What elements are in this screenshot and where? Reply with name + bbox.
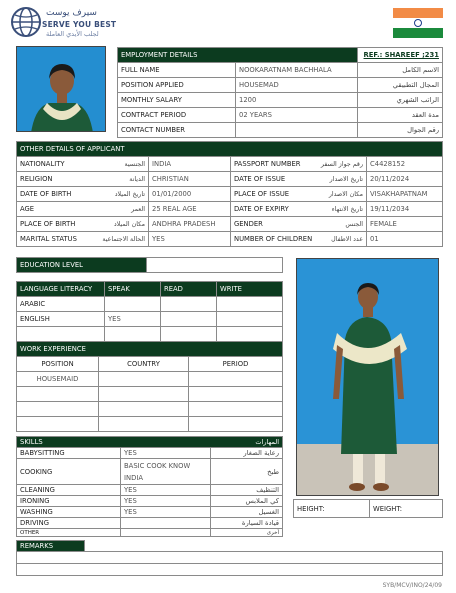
field-label-arabic: تاريخ الاصدار [329, 175, 363, 183]
table-cell [99, 402, 189, 417]
remarks-title: REMARKS [17, 541, 85, 552]
table-cell [17, 387, 99, 402]
field-label: PLACE OF ISSUE [234, 190, 290, 198]
remarks-line [17, 564, 443, 576]
column-header: PERIOD [189, 357, 283, 372]
field-label: CONTRACT PERIOD [118, 108, 236, 123]
field-label-arabic: مكان الميلاد [113, 220, 145, 228]
field-label-arabic: الراتب الشهري [358, 93, 443, 108]
field-label-arabic: رقم جواز السفر [320, 160, 363, 168]
logo-arabic-sub: لجلب الأيدي العاملة [46, 30, 99, 38]
field-value: 25 REAL AGE [149, 202, 231, 217]
skill-label-arabic: التنظيف [211, 485, 283, 496]
skill-label: BABYSITTING [17, 448, 121, 459]
field-value: 1200 [236, 93, 358, 108]
table-row [118, 93, 443, 108]
table-row [118, 123, 443, 138]
field-value: FEMALE [367, 217, 443, 232]
globe-logo-icon [10, 6, 42, 38]
table-cell [189, 417, 283, 432]
company-logo [10, 6, 117, 42]
column-header: POSITION [17, 357, 99, 372]
table-cell [189, 402, 283, 417]
reference-number: REF.: SHAREEF ;231 [363, 51, 439, 59]
table-row [17, 402, 283, 417]
table-row [17, 529, 283, 537]
field-label: RELIGION [20, 175, 53, 183]
field-value: 01 [367, 232, 443, 247]
table-cell [217, 312, 283, 327]
skill-label: IRONING [17, 496, 121, 507]
field-label: MARITAL STATUS [20, 235, 77, 243]
table-row [17, 507, 283, 518]
table-row [17, 496, 283, 507]
table-row [17, 372, 283, 387]
field-label-arabic: رقم الجوال [358, 123, 443, 138]
table-cell [17, 417, 99, 432]
applicant-full-photo [296, 258, 439, 496]
field-label-arabic: الجنس [345, 220, 363, 228]
table-row [17, 518, 283, 529]
field-label-arabic: مكان الاصدار [328, 190, 363, 198]
table-row [17, 157, 443, 172]
skill-value: YES [121, 496, 211, 507]
table-row [118, 78, 443, 93]
field-label: MONTHLY SALARY [118, 93, 236, 108]
field-value: 20/11/2024 [367, 172, 443, 187]
skill-label-arabic: رعاية الصغار [211, 448, 283, 459]
table-cell [17, 402, 99, 417]
field-label-arabic: تاريخ الانتهاء [331, 205, 363, 213]
field-label-arabic: الجنسية [124, 160, 145, 168]
other-details-table [16, 141, 443, 247]
logo-name: SERVE YOU BEST [42, 20, 117, 29]
table-cell [189, 372, 283, 387]
field-value: 01/01/2000 [149, 187, 231, 202]
work-experience-title: WORK EXPERIENCE [17, 342, 283, 357]
education-level-title: EDUCATION LEVEL [17, 258, 147, 273]
table-row [17, 327, 283, 342]
field-value: ANDHRA PRADESH [149, 217, 231, 232]
table-row [17, 202, 443, 217]
field-label: PLACE OF BIRTH [20, 220, 76, 228]
language-name: ARABIC [17, 297, 105, 312]
table-row [17, 485, 283, 496]
table-cell [161, 312, 217, 327]
table-cell [161, 327, 217, 342]
skill-label-arabic: أخرى [211, 529, 283, 537]
skills-title-arabic: المهارات [255, 438, 280, 446]
table-row [17, 187, 443, 202]
skill-label: OTHER [17, 529, 121, 537]
table-row [17, 217, 443, 232]
table-cell [217, 297, 283, 312]
table-row [17, 232, 443, 247]
employment-details-table [117, 47, 443, 138]
skill-value [121, 529, 211, 537]
table-cell [99, 387, 189, 402]
field-label: DATE OF ISSUE [234, 175, 286, 183]
field-label: NUMBER OF CHILDREN [234, 235, 313, 243]
skill-value [121, 518, 211, 529]
skill-value: BASIC COOK KNOW INDIA [121, 459, 211, 485]
employment-details-title: EMPLOYMENT DETAILS [118, 48, 358, 63]
table-cell [105, 297, 161, 312]
table-cell: HOUSEMAID [17, 372, 99, 387]
skill-label-arabic: كي الملابس [211, 496, 283, 507]
field-label-arabic: الحالة الاجتماعية [102, 235, 145, 243]
field-label-arabic: مدة العقد [358, 108, 443, 123]
table-cell [105, 327, 161, 342]
field-label-arabic: الاسم الكامل [358, 63, 443, 78]
table-row [17, 312, 283, 327]
table-cell [189, 387, 283, 402]
applicant-portrait-photo [16, 46, 106, 132]
skill-value: YES [121, 448, 211, 459]
field-value: 19/11/2034 [367, 202, 443, 217]
column-header: READ [161, 282, 217, 297]
skill-label: CLEANING [17, 485, 121, 496]
table-cell: YES [105, 312, 161, 327]
table-row [17, 297, 283, 312]
field-value: YES [149, 232, 231, 247]
document-code: SYB/MCV/INO/24/09 [382, 582, 442, 589]
weight-label: WEIGHT: [370, 500, 443, 518]
field-label-arabic: العمر [131, 205, 145, 213]
field-value: HOUSEMAD [236, 78, 358, 93]
table-row [17, 417, 283, 432]
table-cell [99, 372, 189, 387]
logo-arabic: سيرف يوست [46, 8, 97, 18]
table-row [17, 387, 283, 402]
field-label: PASSPORT NUMBER [234, 160, 301, 168]
skill-label: WASHING [17, 507, 121, 518]
height-weight-table [293, 499, 443, 518]
skills-title: SKILLS [20, 438, 43, 446]
field-label: POSITION APPLIED [118, 78, 236, 93]
field-value: CHRISTIAN [149, 172, 231, 187]
skill-label: COOKING [17, 459, 121, 485]
column-header: LANGUAGE LITERACY [17, 282, 105, 297]
skills-table [16, 436, 283, 537]
table-row [17, 448, 283, 459]
field-label: CONTACT NUMBER [118, 123, 236, 138]
field-label-arabic: الديانة [129, 175, 145, 183]
field-label: DATE OF BIRTH [20, 190, 72, 198]
skill-value: YES [121, 485, 211, 496]
field-label-arabic: عدد الاطفال [331, 235, 363, 243]
field-value: C4428152 [367, 157, 443, 172]
table-cell [217, 327, 283, 342]
language-literacy-table [16, 281, 283, 342]
table-row [17, 172, 443, 187]
skill-label: DRIVING [17, 518, 121, 529]
skill-label-arabic: الغسيل [211, 507, 283, 518]
skill-label-arabic: قيادة السيارة [211, 518, 283, 529]
field-value [236, 123, 358, 138]
table-cell [161, 297, 217, 312]
column-header: SPEAK [105, 282, 161, 297]
field-label: GENDER [234, 220, 263, 228]
india-flag-icon [393, 8, 443, 38]
remarks-table [16, 540, 443, 576]
field-label-arabic: تاريخ الميلاد [114, 190, 145, 198]
height-label: HEIGHT: [294, 500, 370, 518]
field-label: AGE [20, 205, 35, 213]
field-value: VISAKHAPATNAM [367, 187, 443, 202]
table-row [118, 108, 443, 123]
column-header: COUNTRY [99, 357, 189, 372]
table-cell [99, 417, 189, 432]
remarks-line [17, 552, 443, 564]
field-label: FULL NAME [118, 63, 236, 78]
education-level-table [16, 257, 283, 273]
table-row [118, 63, 443, 78]
skill-label-arabic: طبخ [211, 459, 283, 485]
field-value: NOOKARATNAM BACHHALA [236, 63, 358, 78]
language-name [17, 327, 105, 342]
field-label: DATE OF EXPIRY [234, 205, 289, 213]
field-value: 02 YEARS [236, 108, 358, 123]
education-level-value [147, 258, 283, 273]
field-value: INDIA [149, 157, 231, 172]
language-name: ENGLISH [17, 312, 105, 327]
work-experience-table [16, 341, 283, 432]
field-label-arabic: المجال التطبيقي [358, 78, 443, 93]
field-label: NATIONALITY [20, 160, 65, 168]
other-details-title: OTHER DETAILS OF APPLICANT [17, 142, 443, 157]
table-row [17, 459, 283, 485]
skill-value: YES [121, 507, 211, 518]
column-header: WRITE [217, 282, 283, 297]
